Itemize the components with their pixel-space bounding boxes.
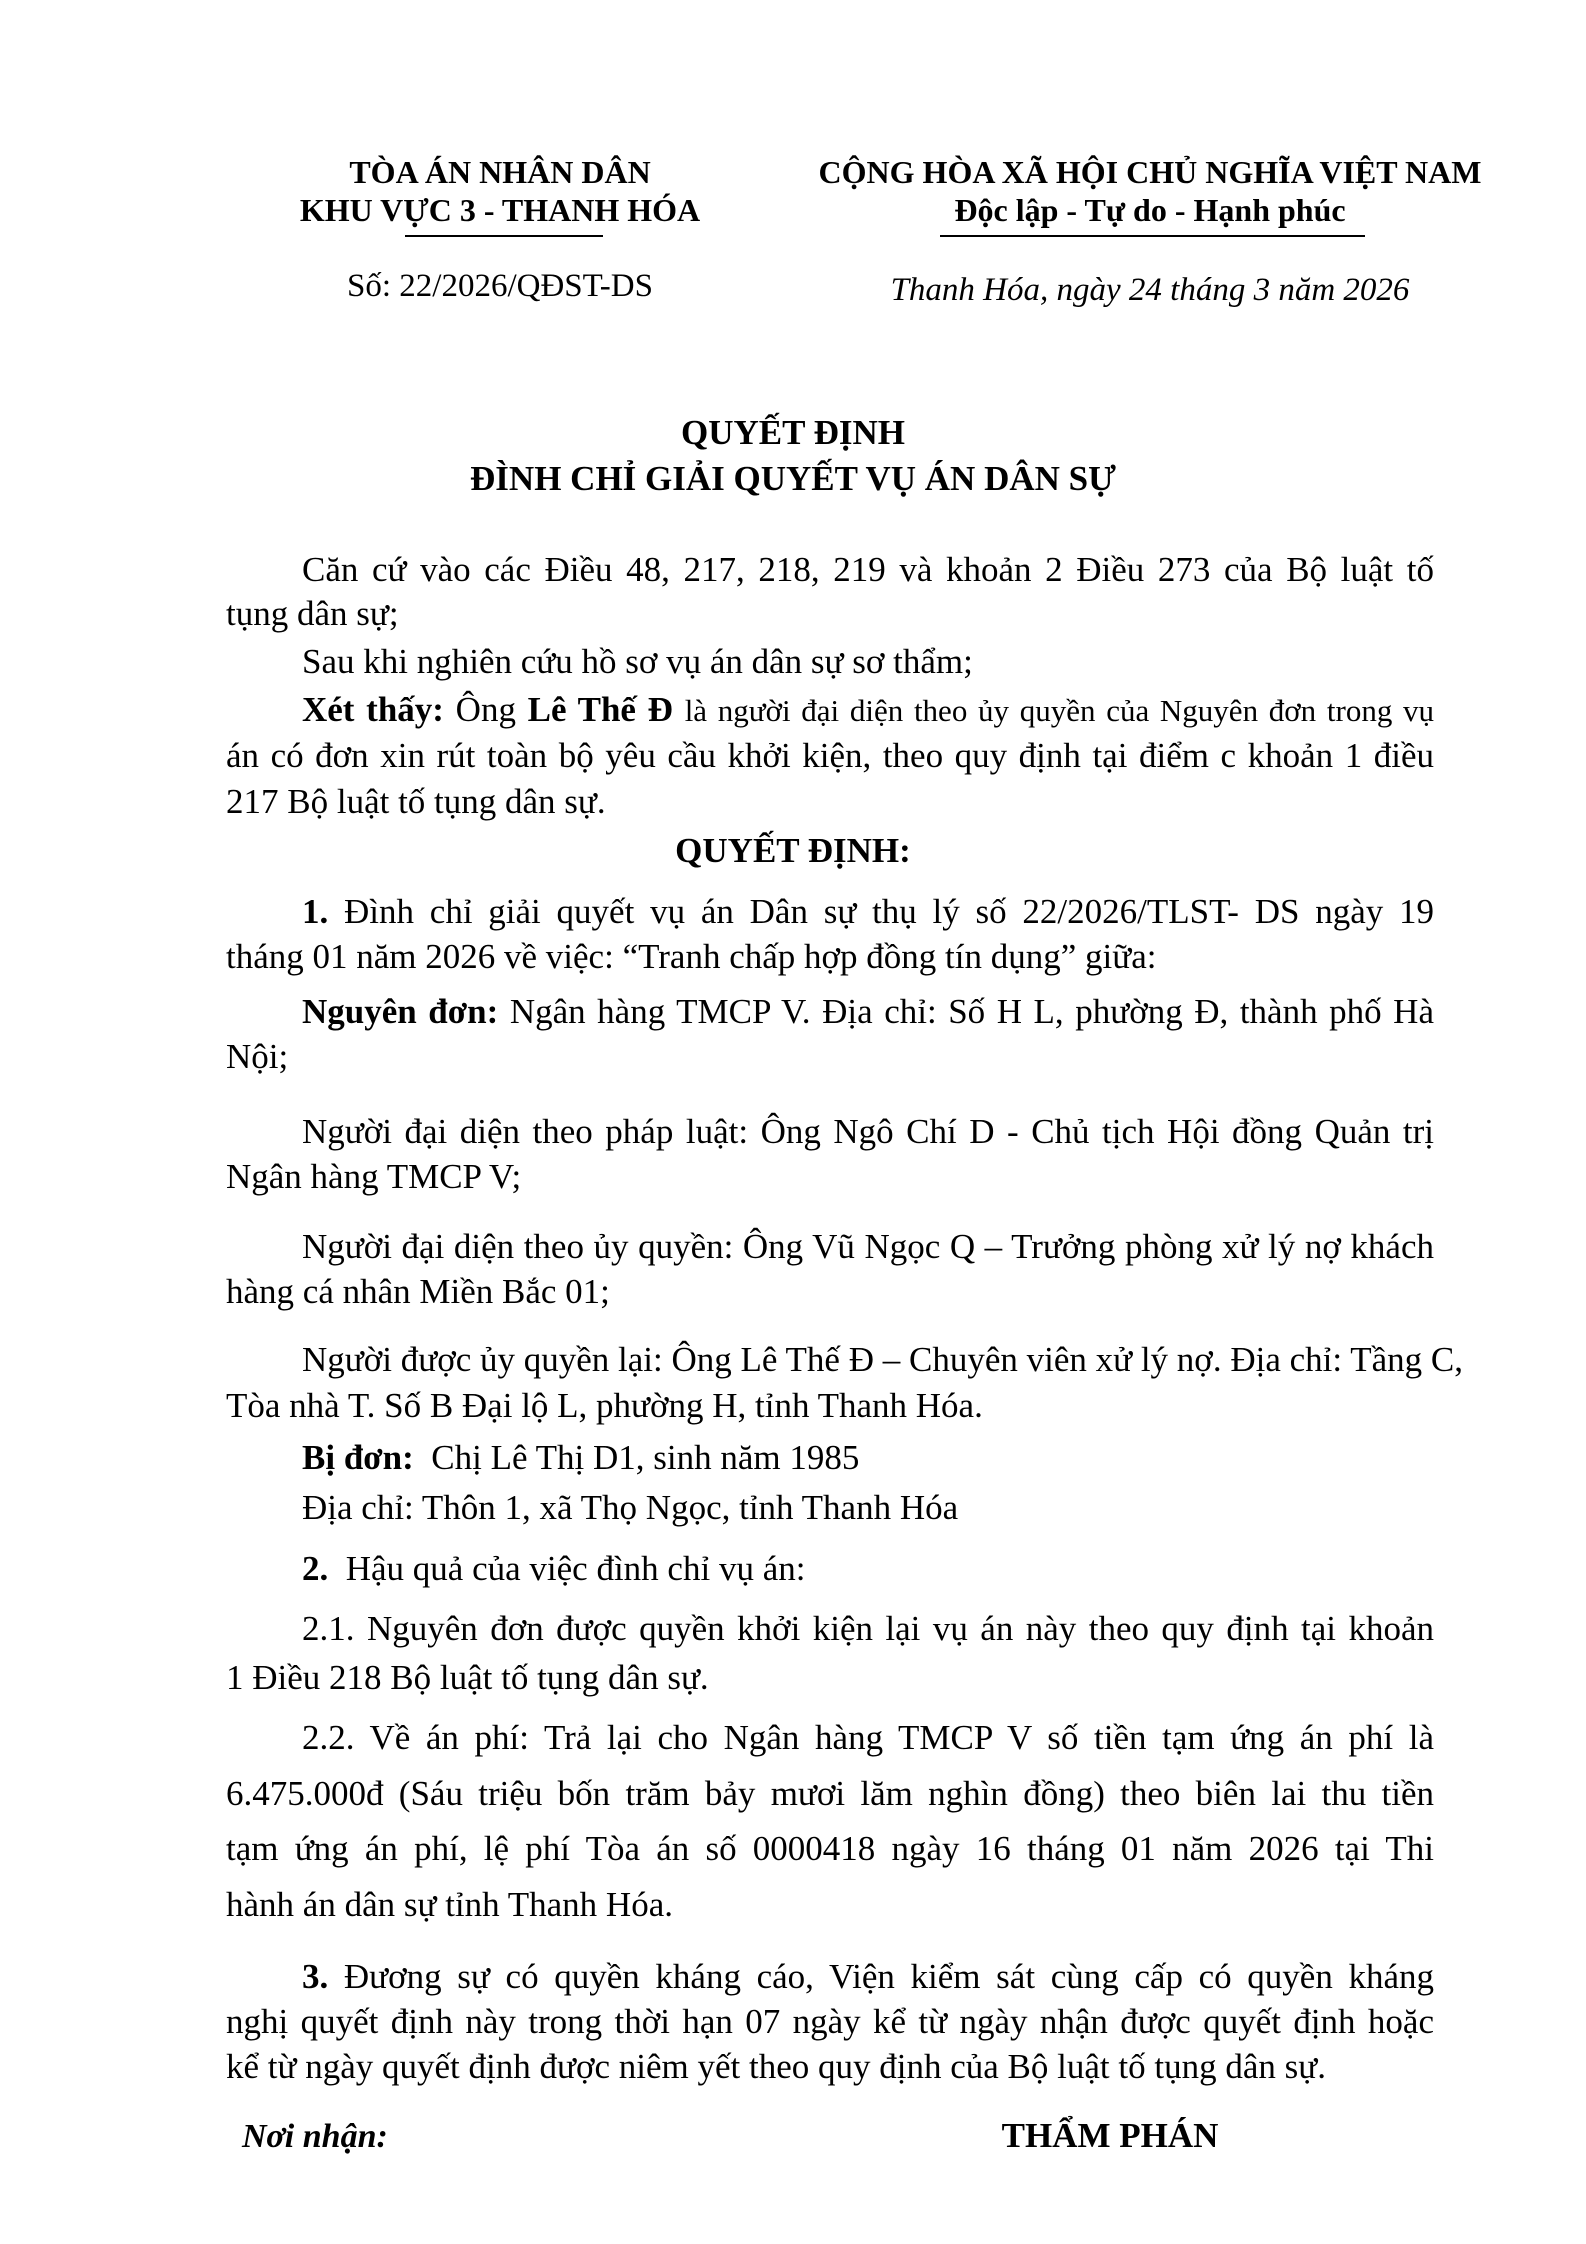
item-3-text: Đương sự có quyền kháng cáo, Viện kiểm sát cùng cấp có quyền kháng — [343, 1957, 1435, 1996]
place-and-date: Thanh Hóa, ngày 24 tháng 3 năm 2026 — [890, 272, 1410, 308]
preamble-para-3-line-3: 217 Bộ luật tố tụng dân sự. — [226, 782, 606, 821]
title-line-2: ĐÌNH CHỈ GIẢI QUYẾT VỤ ÁN DÂN SỰ — [470, 459, 1116, 498]
item-3-number: 3. — [302, 1957, 329, 1996]
nation-line-2: Độc lập - Tự do - Hạnh phúc — [954, 192, 1346, 228]
item-2-1-line-1: 2.1. Nguyên đơn được quyền khởi kiện lại vụ án này theo quy định tại khoản — [302, 1609, 1434, 1648]
defendant-line — [302, 1436, 1434, 1480]
item-3-line-2: nghị quyết định này trong thời hạn 07 ngày kể từ ngày nhận được quyết định hoặc — [226, 2002, 1434, 2041]
plaintiff-line-1 — [302, 990, 1434, 1034]
item-2-2-line-3: tạm ứng án phí, lệ phí Tòa án số 0000418 ngày 16 tháng 01 năm 2026 tại Thi — [226, 1829, 1434, 1868]
representative-name: Lê Thế Đ — [527, 690, 673, 729]
national-motto — [800, 153, 1500, 229]
plaintiff-label: Nguyên đơn: — [302, 992, 499, 1031]
sub-authorized-line-2: Tòa nhà T. Số B Đại lộ L, phường H, tỉnh Thanh Hóa. — [226, 1386, 983, 1425]
defendant-text: Chị Lê Thị D1, sinh năm 1985 — [431, 1438, 860, 1477]
plaintiff-line-2: Nội; — [226, 1037, 289, 1076]
item-2-1-line-2: 1 Điều 218 Bộ luật tố tụng dân sự. — [226, 1658, 709, 1697]
preamble-para-1-line-2: tụng dân sự; — [226, 594, 399, 633]
item-3-line-3: kể từ ngày quyết định được niêm yết theo quy định của Bộ luật tố tụng dân sự. — [226, 2047, 1326, 2086]
item-2-line — [302, 1547, 1434, 1591]
item-2-2-line-1: 2.2. Về án phí: Trả lại cho Ngân hàng TMCP V số tiền tạm ứng án phí là — [302, 1718, 1434, 1757]
preamble-para-3-line-1 — [302, 688, 1434, 733]
defendant-address: Địa chỉ: Thôn 1, xã Thọ Ngọc, tỉnh Thanh Hóa — [302, 1488, 959, 1527]
document-number: Số: 22/2026/QĐST-DS — [347, 268, 653, 304]
authorized-rep-line-2: hàng cá nhân Miền Bắc 01; — [226, 1272, 610, 1311]
decision-heading: QUYẾT ĐỊNH: — [675, 831, 911, 870]
defendant-label: Bị đơn: — [302, 1438, 414, 1477]
document-title — [0, 410, 1586, 502]
court-underline — [405, 235, 603, 237]
preamble-para-2: Sau khi nghiên cứu hồ sơ vụ án dân sự sơ thẩm; — [302, 642, 973, 681]
nation-line-1: CỘNG HÒA XÃ HỘI CHỦ NGHĨA VIỆT NAM — [818, 154, 1482, 190]
item-2-number: 2. — [302, 1549, 329, 1588]
item-2-text: Hậu quả của việc đình chỉ vụ án: — [345, 1549, 806, 1588]
item-1-line-2: tháng 01 năm 2026 về việc: “Tranh chấp hợp đồng tín dụng” giữa: — [226, 937, 1157, 976]
sub-authorized-line-1: Người được ủy quyền lại: Ông Lê Thế Đ – Chuyên viên xử lý nợ. Địa chỉ: Tầng C, — [302, 1340, 1463, 1379]
preamble-para-1-line-1: Căn cứ vào các Điều 48, 217, 218, 219 và khoản 2 Điều 273 của Bộ luật tố — [302, 550, 1434, 589]
item-1-number: 1. — [302, 892, 329, 931]
legal-rep-line-2: Ngân hàng TMCP V; — [226, 1157, 522, 1196]
plaintiff-text: Ngân hàng TMCP V. Địa chỉ: Số H L, phường Đ, thành phố Hà — [509, 992, 1434, 1031]
item-1-text: Đình chỉ giải quyết vụ án Dân sự thụ lý số 22/2026/TLST- DS ngày 19 — [344, 892, 1434, 931]
motto-underline — [940, 235, 1365, 237]
consideration-honorific: Ông — [455, 690, 516, 729]
court-line-1: TÒA ÁN NHÂN DÂN — [349, 154, 651, 190]
item-3-line-1 — [302, 1955, 1434, 1999]
legal-rep-line-1: Người đại diện theo pháp luật: Ông Ngô Chí D - Chủ tịch Hội đồng Quản trị — [302, 1112, 1434, 1151]
consideration-label: Xét thấy: — [302, 690, 444, 729]
consideration-text: là người đại diện theo ủy quyền của Nguyên đơn trong vụ — [684, 693, 1435, 728]
signer-title: THẨM PHÁN — [1001, 2116, 1219, 2155]
item-2-2-line-2: 6.475.000đ (Sáu triệu bốn trăm bảy mươi lăm nghìn đồng) theo biên lai thu tiền — [226, 1774, 1434, 1813]
item-1-line-1 — [302, 890, 1434, 934]
court-name — [240, 153, 760, 229]
recipients-label: Nơi nhận: — [242, 2118, 388, 2155]
item-2-2-line-4: hành án dân sự tỉnh Thanh Hóa. — [226, 1885, 673, 1924]
court-line-2: KHU VỰC 3 - THANH HÓA — [299, 192, 701, 228]
title-line-1: QUYẾT ĐỊNH — [681, 413, 905, 452]
authorized-rep-line-1: Người đại diện theo ủy quyền: Ông Vũ Ngọc Q – Trưởng phòng xử lý nợ khách — [302, 1227, 1434, 1266]
preamble-para-3-line-2: án có đơn xin rút toàn bộ yêu cầu khởi kiện, theo quy định tại điểm c khoản 1 điều — [226, 736, 1434, 775]
